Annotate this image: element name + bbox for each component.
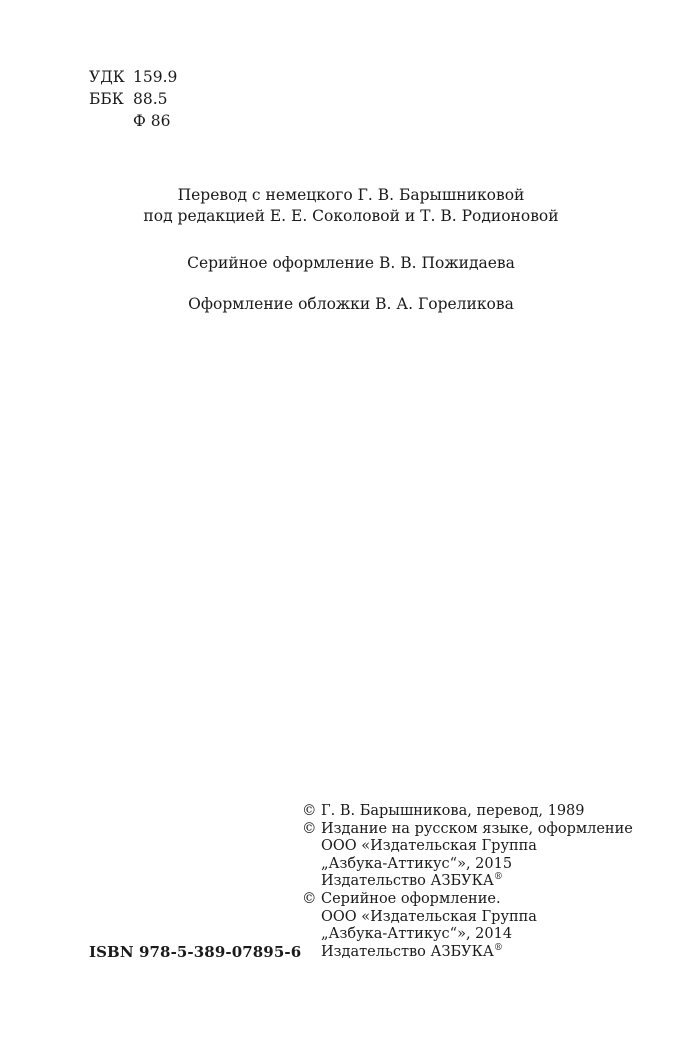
- editors-line: под редакцией Е. Е. Соколовой и Т. В. Родионовой: [143, 207, 559, 225]
- classification-codes: [89, 66, 177, 132]
- copyright-icon: ©: [302, 890, 317, 907]
- copyright-block: © Г. В. Барышникова, перевод, 1989 © Издание на русском языке, оформление ООО «Издательская Группа „Азбука-Аттикус“», 2015 Издательство АЗБУКА® © Серийное оформление. ООО «Издательская Группа „Азбука-Аттикус“», 2014 Издательство АЗБУКА®: [302, 803, 633, 960]
- bbk-row: [89, 88, 177, 110]
- registered-trademark-icon: ®: [493, 872, 503, 883]
- cover-design-line: Оформление обложки В. А. Гореликова: [188, 295, 514, 313]
- udk-label: УДК: [89, 68, 125, 86]
- copyright-icon: ©: [302, 820, 317, 837]
- registered-trademark-icon: ®: [493, 942, 503, 953]
- series-design-line: Серийное оформление В. В. Пожидаева: [187, 254, 515, 272]
- bbk-label: ББК: [89, 90, 124, 108]
- cover-design-credit: [0, 294, 680, 315]
- isbn: ISBN 978-5-389-07895-6: [89, 943, 302, 961]
- bbk-value: 88.5: [133, 90, 168, 108]
- copyright-entry-edition: © Издание на русском языке, оформление: [302, 820, 633, 837]
- copyright-entry-series: © Серийное оформление.: [302, 890, 501, 907]
- translation-credits: [0, 185, 680, 227]
- copyright-icon: ©: [302, 803, 317, 819]
- author-mark-row: [89, 110, 177, 132]
- udk-value: 159.9: [133, 68, 178, 86]
- copyright-entry-translation: © Г. В. Барышникова, перевод, 1989: [302, 803, 585, 819]
- series-design-credit: [0, 253, 680, 274]
- udk-row: [89, 66, 177, 88]
- translator-line: Перевод с немецкого Г. В. Барышниковой: [177, 186, 525, 204]
- author-mark: Ф 86: [133, 112, 171, 130]
